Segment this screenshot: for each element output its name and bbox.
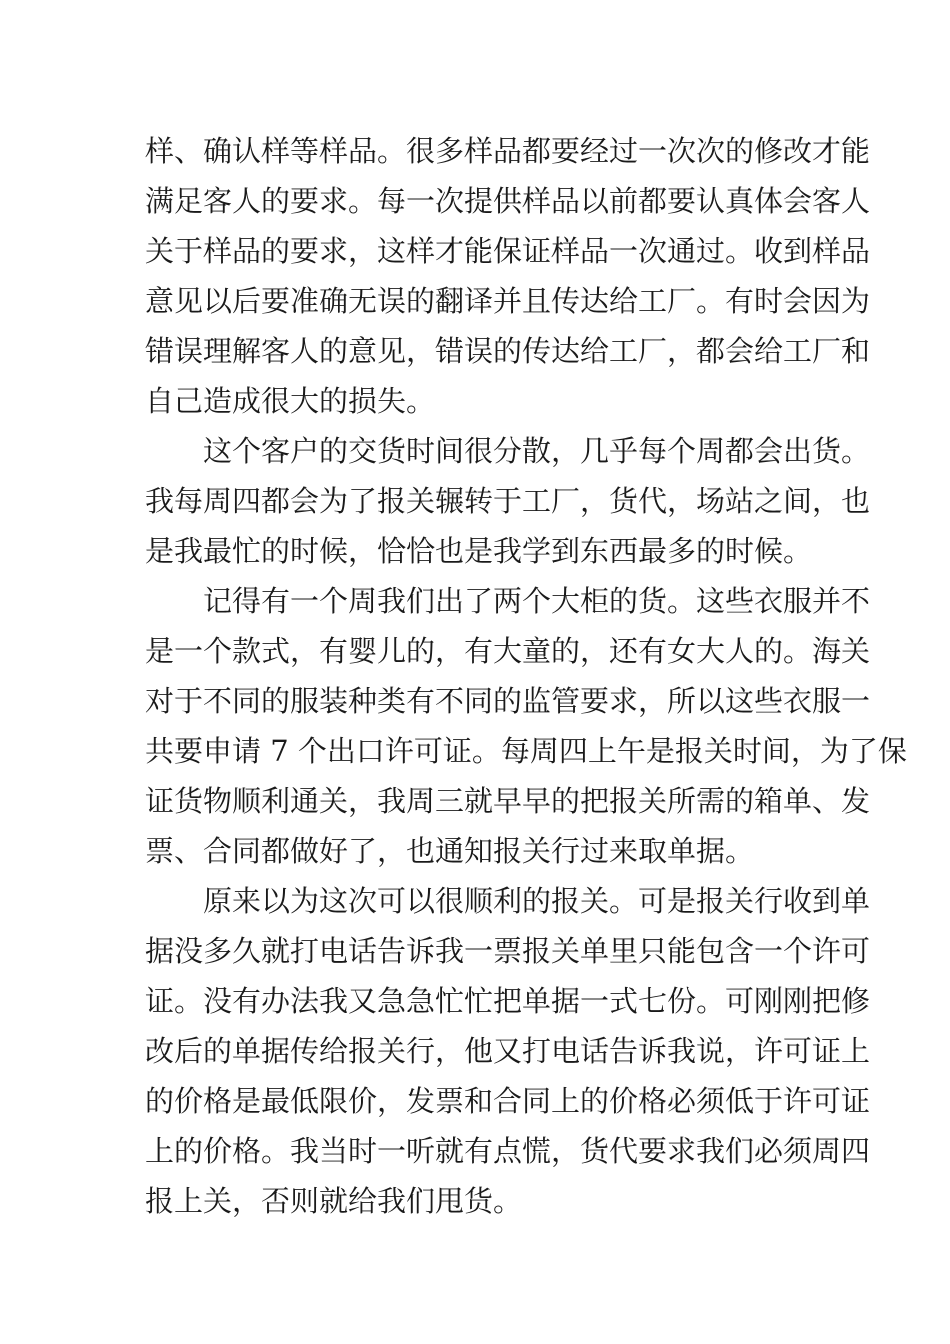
text-line: 上的价格。我当时一听就有点慌，货代要求我们必须周四 — [145, 1134, 871, 1168]
text-line: 错误理解客人的意见，错误的传达给工厂，都会给工厂和 — [145, 334, 871, 368]
document-body — [145, 126, 907, 1226]
text-line: 证。没有办法我又急急忙忙把单据一式七份。可刚刚把修 — [145, 984, 871, 1018]
text-line: 自己造成很大的损失。 — [145, 384, 436, 418]
text-line: 我每周四都会为了报关辗转于工厂，货代，场站之间，也 — [145, 484, 871, 518]
text-line: 记得有一个周我们出了两个大柜的货。这些衣服并不 — [203, 584, 871, 618]
text-line: 对于不同的服装种类有不同的监管要求，所以这些衣服一 — [145, 684, 871, 718]
text-line: 改后的单据传给报关行，他又打电话告诉我说，许可证上 — [145, 1034, 871, 1068]
text-line: 的价格是最低限价，发票和合同上的价格必须低于许可证 — [145, 1084, 871, 1118]
text-line: 共要申请 7 个出口许可证。每周四上午是报关时间，为了保 — [145, 734, 907, 768]
text-line: 原来以为这次可以很顺利的报关。可是报关行收到单 — [203, 884, 871, 918]
text-line: 证货物顺利通关，我周三就早早的把报关所需的箱单、发 — [145, 784, 871, 818]
text-line: 样、确认样等样品。很多样品都要经过一次次的修改才能 — [145, 134, 871, 168]
paragraph — [145, 426, 871, 576]
text-line: 是我最忙的时候，恰恰也是我学到东西最多的时候。 — [145, 534, 813, 568]
text-line: 报上关，否则就给我们甩货。 — [145, 1184, 523, 1218]
text-line: 满足客人的要求。每一次提供样品以前都要认真体会客人 — [145, 184, 871, 218]
text-line: 关于样品的要求，这样才能保证样品一次通过。收到样品 — [145, 234, 871, 268]
text-line: 据没多久就打电话告诉我一票报关单里只能包含一个许可 — [145, 934, 871, 968]
paragraph — [145, 126, 871, 426]
text-line: 这个客户的交货时间很分散，几乎每个周都会出货。 — [203, 434, 871, 468]
text-line: 是一个款式，有婴儿的，有大童的，还有女大人的。海关 — [145, 634, 871, 668]
paragraph — [145, 576, 907, 876]
text-line: 意见以后要准确无误的翻译并且传达给工厂。有时会因为 — [145, 284, 871, 318]
paragraph — [145, 876, 871, 1226]
text-line: 票、合同都做好了，也通知报关行过来取单据。 — [145, 834, 755, 868]
